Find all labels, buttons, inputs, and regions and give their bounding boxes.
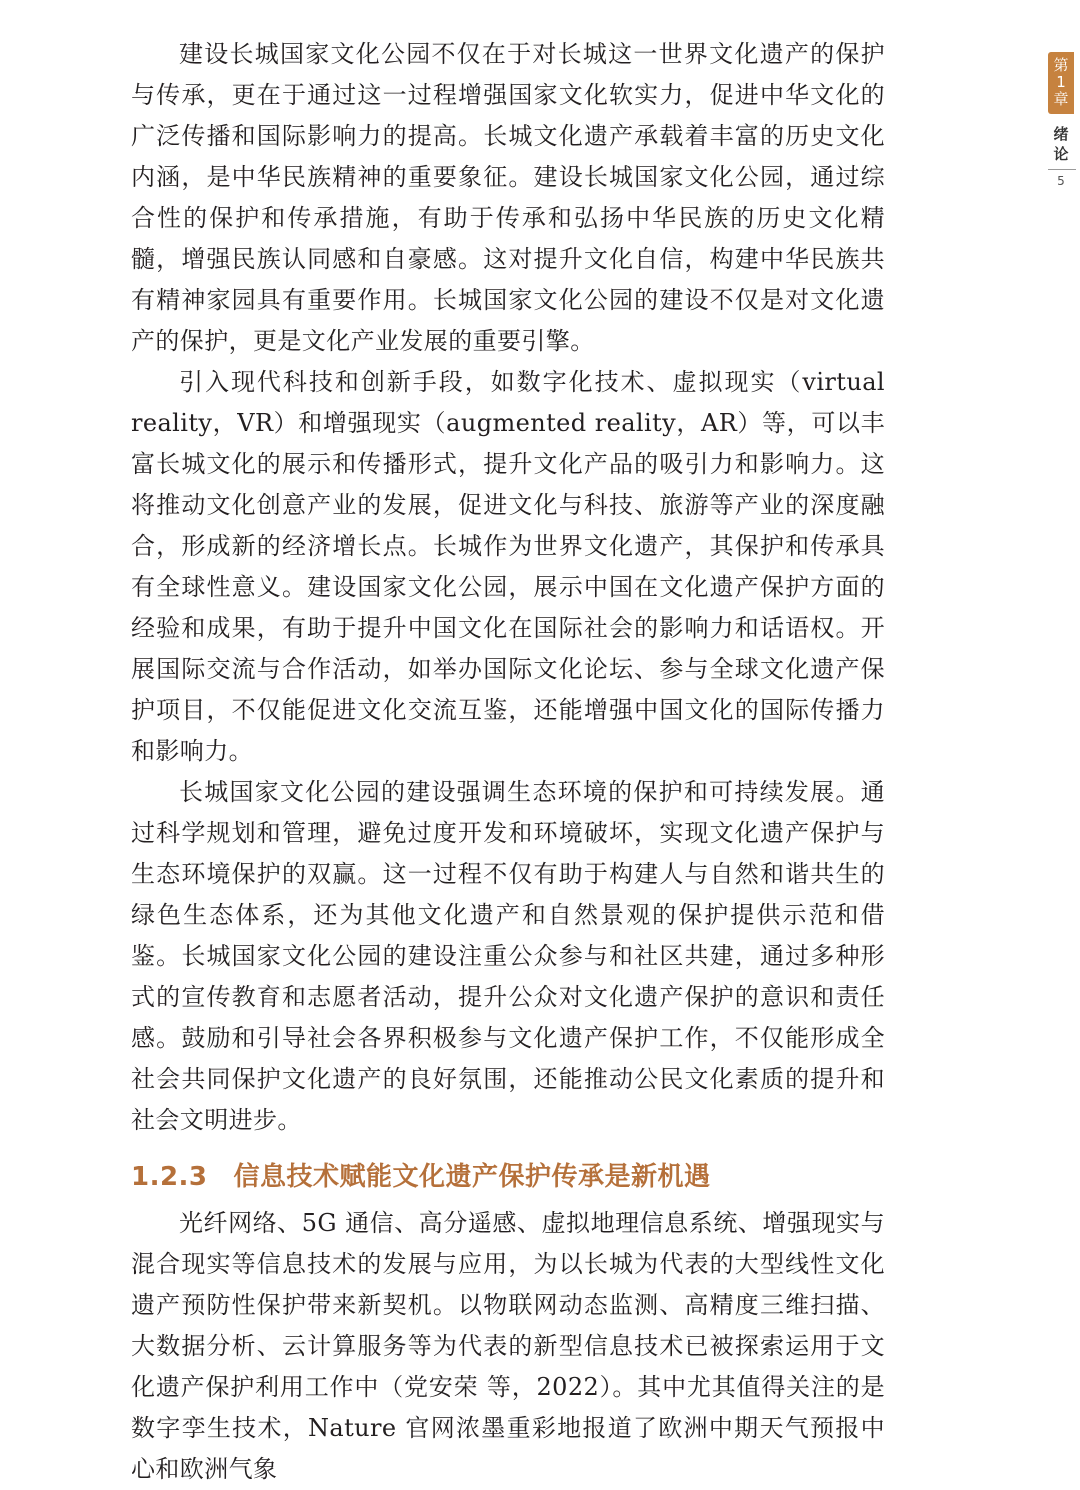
section-heading xyxy=(131,1155,885,1199)
chapter-badge xyxy=(1048,52,1074,114)
chapter-name-char: 论 xyxy=(1053,145,1069,163)
section-title: 信息技术赋能文化遗产保护传承是新机遇 xyxy=(233,1162,711,1192)
chapter-badge-char: 第 xyxy=(1053,56,1069,74)
section-paragraph-1: 光纤网络、5G 通信、高分遥感、虚拟地理信息系统、增强现实与混合现实等信息技术的发展与应用，为以长城为代表的大型线性文化遗产预防性保护带来新契机。以物联网动态监测、高精度三维扫描、大数据分析、云计算服务等为代表的新型信息技术已被探索运用于文化遗产保护利用工作中（党安荣 等，2022）。其中尤其值得关注的是数字孪生技术，Nature 官网浓墨重彩地报道了欧洲中期天气预报中心和欧洲气象 xyxy=(131,1209,885,1483)
page-body xyxy=(131,34,885,1490)
chapter-side-tab xyxy=(1048,52,1076,190)
page-number: 5 xyxy=(1057,174,1065,188)
chapter-badge-number: 1 xyxy=(1056,73,1066,91)
chapter-badge-char: 章 xyxy=(1053,90,1069,108)
body-paragraph-1: 建设长城国家文化公园不仅在于对长城这一世界文化遗产的保护与传承，更在于通过这一过程增强国家文化软实力，促进中华文化的广泛传播和国际影响力的提高。长城文化遗产承载着丰富的历史文化内涵，是中华民族精神的重要象征。建设长城国家文化公园，通过综合性的保护和传承措施，有助于传承和弘扬中华民族的历史文化精髓，增强民族认同感和自豪感。这对提升文化自信，构建中华民族共有精神家园具有重要作用。长城国家文化公园的建设不仅是对文化遗产的保护，更是文化产业发展的重要引擎。 xyxy=(131,40,885,355)
body-paragraph-3: 长城国家文化公园的建设强调生态环境的保护和可持续发展。通过科学规划和管理，避免过度开发和环境破坏，实现文化遗产保护与生态环境保护的双赢。这一过程不仅有助于构建人与自然和谐共生的绿色生态体系，还为其他文化遗产和自然景观的保护提供示范和借鉴。长城国家文化公园的建设注重公众参与和社区共建，通过多种形式的宣传教育和志愿者活动，提升公众对文化遗产保护的意识和责任感。鼓励和引导社会各界积极参与文化遗产保护工作，不仅能形成全社会共同保护文化遗产的良好氛围，还能推动公民文化素质的提升和社会文明进步。 xyxy=(131,778,885,1134)
chapter-name-char: 绪 xyxy=(1053,125,1069,143)
body-paragraph-2: 引入现代科技和创新手段，如数字化技术、虚拟现实（virtual reality，VR）和增强现实（augmented reality，AR）等，可以丰富长城文化的展示和传播形式，提升文化产品的吸引力和影响力。这将推动文化创意产业的发展，促进文化与科技、旅游等产业的深度融合，形成新的经济增长点。长城作为世界文化遗产，其保护和传承具有全球性意义。建设国家文化公园，展示中国在文化遗产保护方面的经验和成果，有助于提升中国文化在国际社会的影响力和话语权。开展国际交流与合作活动，如举办国际文化论坛、参与全球文化遗产保护项目，不仅能促进文化交流互鉴，还能增强中国文化的国际传播力和影响力。 xyxy=(131,368,885,765)
tab-divider xyxy=(1048,169,1076,170)
chapter-name xyxy=(1048,124,1074,164)
section-number: 1.2.3 xyxy=(131,1162,208,1192)
